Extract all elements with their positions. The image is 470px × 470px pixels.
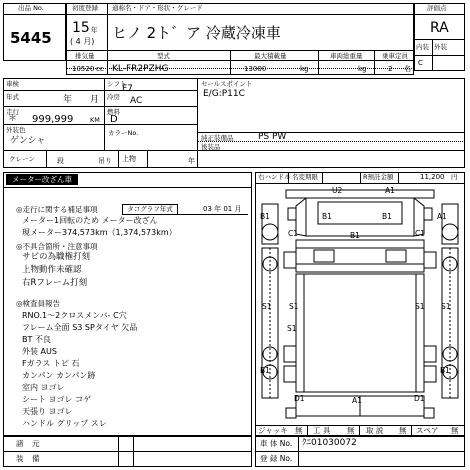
fuel-value: D: [110, 114, 118, 125]
inspector-line-10: ハンドル グリップ スレ: [22, 419, 107, 428]
footer-check-jack: 無: [295, 426, 303, 435]
exterior-label: 外装: [434, 43, 447, 51]
footer-item-tools: 工 具: [313, 426, 331, 435]
reg-year-suffix: 年: [91, 26, 98, 34]
name-change-label: 名変期限: [292, 173, 318, 181]
max-load-value: 13000: [244, 65, 267, 73]
crane-lift: 吊り: [98, 157, 112, 165]
mark-b1-tl2: B1: [322, 212, 332, 221]
mark-a1-tr: A1: [437, 212, 447, 221]
mark-s1-r: S1: [441, 302, 451, 311]
displacement-unit: cc: [96, 65, 104, 73]
crane-label: クレーン: [9, 155, 35, 163]
eval-label: 評価点: [427, 4, 447, 12]
first-reg-label: 初度登録: [72, 4, 98, 12]
footer-item-spare: スペア: [416, 426, 439, 435]
mileage-unit: KM: [90, 116, 100, 124]
inspector-line-1: RNO.1～2クロスメンバ- C穴: [22, 311, 127, 320]
capacity-label: 乗車定員: [382, 52, 408, 60]
ext-color-label: 外装色: [6, 126, 26, 134]
inspection-label: 車検: [6, 80, 19, 88]
footer-check-tools: 無: [347, 426, 355, 435]
sales-point-label: セールスポイント: [201, 80, 253, 88]
mark-s1-mr: S1: [415, 302, 425, 311]
mark-a1-b: A1: [352, 396, 362, 405]
reg-label: 登 録 No.: [260, 454, 293, 463]
car-name: ヒノ 2ト゛ア 冷蔵冷凍車: [112, 24, 281, 42]
inspector-line-3: BT 不良: [22, 335, 51, 344]
shift-value: F7: [122, 84, 133, 94]
footer-check-spare: 無: [451, 426, 459, 435]
summary-label-1: 諸: [16, 439, 24, 448]
genuine-label: 純正装備品: [201, 134, 234, 142]
mark-s1-l: S1: [262, 302, 272, 311]
inspector-line-6: カンパン カンパン跡: [22, 371, 96, 380]
defect-line-1: サビの為職権打刻: [22, 252, 91, 262]
fuel-label: 燃料: [107, 108, 120, 116]
shift-label: シフト: [107, 80, 127, 88]
chassis-label: 車 体 No.: [260, 439, 293, 448]
sales-point-value: E/G:P11C: [203, 89, 245, 99]
capacity-value: 2: [388, 65, 393, 73]
meter-line-2: 現メーター374,573km（1,374,573km）: [22, 228, 177, 237]
year-unit: 年: [63, 95, 73, 105]
recycle-value: 11,200: [420, 173, 445, 181]
defect-line-3: 右Rフレーム打刻: [22, 278, 88, 288]
aircon-value: AC: [130, 96, 143, 106]
mark-a1-top: A1: [385, 186, 395, 195]
defect-line-2: 上物動作未確認: [22, 265, 82, 275]
mark-b1-cl: B1: [350, 231, 360, 240]
model-value: KL-FR2PZHG: [112, 64, 169, 74]
inspector-line-4: 外装 AUS: [22, 347, 57, 356]
summary-label-4: 備: [32, 454, 40, 463]
gross-weight-unit: kg: [358, 65, 367, 73]
recycle-unit: 円: [451, 173, 458, 181]
lot-label: 出品 No.: [18, 4, 44, 12]
inspector-line-7: 室内 ヨゴレ: [22, 383, 65, 392]
displacement-label: 排気量: [75, 52, 95, 60]
footer-check-manual: 無: [399, 426, 407, 435]
mark-s1-ml: S1: [289, 302, 299, 311]
inspector-label: ◎検査員報告: [16, 299, 61, 308]
meter-line-1: メーター1回転のため メーター改ざん: [22, 216, 158, 225]
interior-label: 内装: [416, 43, 429, 51]
model-label: 型式: [157, 52, 170, 60]
capacity-unit: 名: [404, 65, 411, 73]
mileage-prefix: ＊: [8, 114, 18, 124]
truck-diagram: [256, 184, 464, 424]
reg-month: ( 4 月): [70, 37, 95, 46]
tachograph-year: 03 年 01 月: [203, 205, 242, 213]
summary-label-3: 装: [16, 454, 24, 463]
mark-b1-br: B1: [440, 366, 450, 375]
lot-number: 5445: [10, 29, 52, 47]
aftermarket-label: 後装品: [201, 143, 221, 151]
crane-stage: 段: [57, 157, 64, 165]
right-handle-label: 右ハンドル: [258, 173, 291, 181]
mark-c1-r: C1: [415, 229, 426, 238]
mark-b1-tl: B1: [260, 212, 270, 221]
meter-banner: メーター改ざん車: [6, 174, 78, 185]
ext-color-value: ゲンシャ: [10, 136, 46, 146]
recycle-label: R預託金額: [363, 173, 394, 181]
summary-label-2: 元: [32, 439, 40, 448]
supplement-label: ◎走行に関する補足事項: [16, 205, 98, 214]
defect-label: ◎不具合箇所・注意事項: [16, 242, 98, 251]
mark-b1-tr: B1: [382, 212, 392, 221]
mark-c1-l: C1: [288, 229, 299, 238]
inspector-line-5: Fガラス トビ 石: [22, 359, 80, 368]
genuine-value: PS PW: [258, 132, 287, 142]
mileage-label: 走行: [6, 108, 19, 116]
max-load-unit: kg: [300, 65, 309, 73]
footer-item-jack: ジャッキ: [258, 426, 288, 435]
tops-unit: 年: [188, 157, 195, 165]
inspector-line-2: フレーム全面 S3 SPタイヤ 欠品: [22, 323, 138, 332]
mark-s1-b: S1: [287, 324, 297, 333]
color-no-label: カラーNo.: [108, 129, 139, 137]
inspector-line-9: 天張り ヨゴレ: [22, 407, 73, 416]
mark-u2: U2: [332, 186, 343, 195]
mark-d1-l: D1: [294, 394, 305, 403]
gross-weight-label: 車両総重量: [330, 52, 363, 60]
reg-year: 15: [72, 20, 90, 36]
month-unit: 月: [90, 95, 100, 105]
tops-label: 上物: [122, 155, 136, 163]
tachograph-label: タコグラフ年式: [122, 204, 178, 215]
max-load-label: 最大積載量: [254, 52, 287, 60]
year-model-label: 年式: [6, 93, 19, 101]
interior-value: C: [418, 59, 423, 67]
eval-value: RA: [430, 20, 449, 36]
name-grade-label: 通称名・ドア・形状・グレード: [112, 4, 203, 12]
mark-b1-bl: B1: [260, 366, 270, 375]
footer-item-manual: 取 説: [366, 426, 384, 435]
mileage-value: 999,999: [32, 114, 74, 125]
inspector-line-8: シート ヨゴレ コゲ: [22, 395, 92, 404]
aircon-label: 冷房: [107, 93, 120, 101]
chassis-value: ｸﾆ01030072: [302, 438, 357, 448]
displacement-value: 10520: [72, 65, 95, 73]
mark-d1-r: D1: [414, 394, 425, 403]
